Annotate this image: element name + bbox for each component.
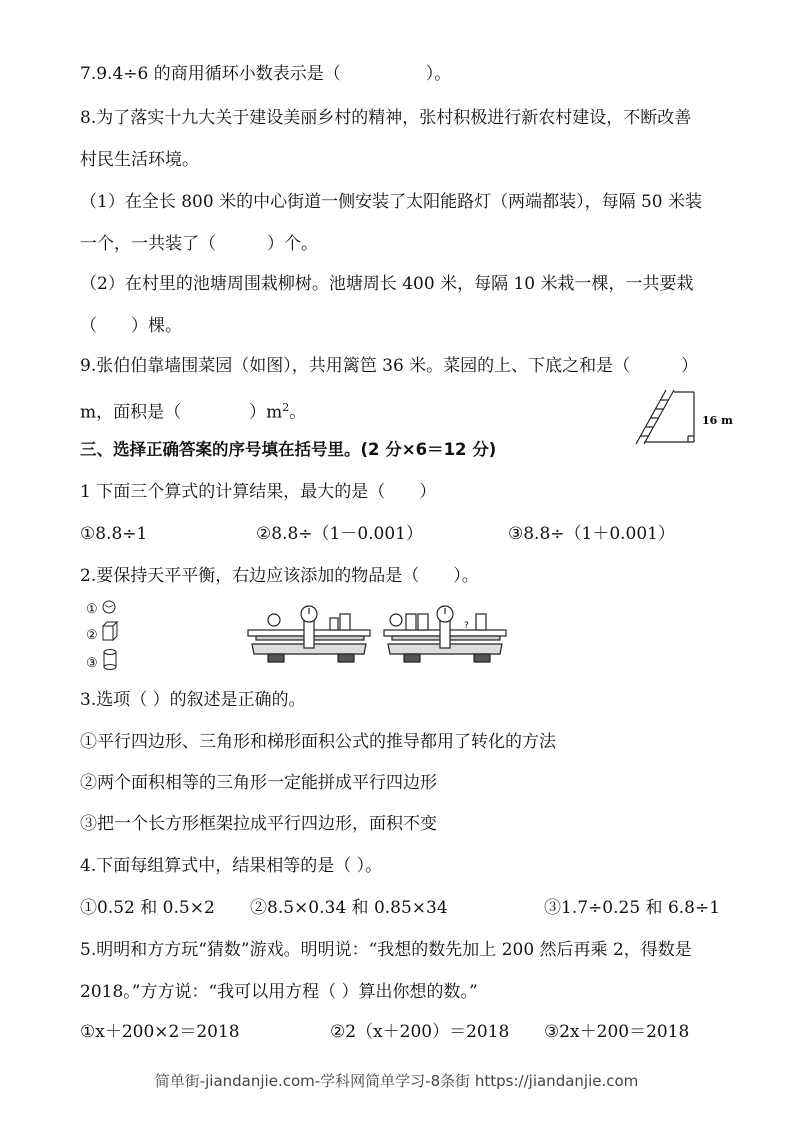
question-8-line-1: 8.为了落实十九大关于建设美丽乡村的精神，张村积极进行新农村建设，不断改善 [80, 108, 692, 128]
question-9-line-2 [80, 396, 306, 425]
s3-question-4: 4.下面每组算式中，结果相等的是（ ）。 [80, 856, 383, 876]
section-3-heading: 三、选择正确答案的序号填在括号里。(2 分×6＝12 分) [80, 440, 497, 459]
s3-question-5-line-2: 2018。”方方说：“我可以用方程（ ）算出你想的数。” [80, 982, 478, 1002]
page-footer: 简单街-jiandanjie.com-学科网简单学习-8条街 https://jiandanjie.com [154, 1072, 639, 1090]
s3-q1-option-1: ①8.8÷1 [80, 524, 148, 544]
s3-q5-option-2: ②2（x＋200）＝2018 [330, 1022, 510, 1042]
s3-q1-option-3: ③8.8÷（1＋0.001） [508, 524, 676, 544]
s3-q3-option-1: ①平行四边形、三角形和梯形面积公式的推导都用了转化的方法 [80, 732, 556, 752]
balance-scale-2-icon [382, 604, 512, 670]
s3-q4-option-2: ②8.5×0.34 和 0.85×34 [250, 898, 448, 918]
s3-question-3: 3.选项（ ）的叙述是正确的。 [80, 690, 306, 710]
trapezoid-garden-figure [632, 386, 742, 448]
question-8-line-2: 村民生活环境。 [80, 150, 199, 170]
question-9-end: 。 [289, 402, 307, 423]
s3-question-2: 2.要保持天平平衡，右边应该添加的物品是（ ）。 [80, 566, 479, 586]
square-superscript: 2 [282, 401, 290, 414]
height-label: 16 m [702, 414, 733, 427]
s3-q4-option-1: ①0.52 和 0.5×2 [80, 898, 215, 918]
question-8-part-1-line-1: （1）在全长 800 米的中心街道一侧安装了太阳能路灯（两端都装），每隔 50 米装 [80, 192, 703, 212]
s3-q3-option-2: ②两个面积相等的三角形一定能拼成平行四边形 [80, 773, 437, 793]
s3-q2-option-1: ① [86, 602, 98, 617]
balance-scale-1-icon [246, 604, 376, 670]
s3-q2-option-3: ③ [86, 656, 98, 671]
cube-icon [102, 621, 118, 641]
cylinder-icon [102, 648, 118, 670]
question-8-part-1-line-2: 一个，一共装了（ ）个。 [80, 234, 318, 254]
s3-q5-option-1: ①x＋200×2＝2018 [80, 1022, 240, 1042]
question-7: 7.9.4÷6 的商用循环小数表示是（ ）。 [80, 64, 452, 84]
question-8-part-2-line-1: （2）在村里的池塘周围栽柳树。池塘周长 400 米，每隔 10 米栽一棵，一共要栽 [80, 274, 694, 294]
question-8-part-2-line-2: （ ）棵。 [80, 316, 182, 336]
s3-q2-option-2: ② [86, 628, 98, 643]
question-9-line-1: 9.张伯伯靠墙围菜园（如图），共用篱笆 36 米。菜园的上、下底之和是（ ） [80, 356, 699, 376]
s3-q5-option-3: ③2x＋200＝2018 [544, 1022, 690, 1042]
s3-question-1: 1 下面三个算式的计算结果，最大的是（ ） [80, 482, 437, 502]
s3-question-5-line-1: 5.明明和方方玩“猜数”游戏。明明说：“我想的数先加上 200 然后再乘 2，得数是 [80, 940, 692, 960]
question-mark: ? [464, 621, 469, 631]
s3-q3-option-3: ③把一个长方形框架拉成平行四边形，面积不变 [80, 814, 437, 834]
ball-icon [102, 600, 116, 614]
question-9-area-text: m，面积是（ ）m [80, 402, 283, 423]
s3-q4-option-3: ③1.7÷0.25 和 6.8÷1 [544, 898, 721, 918]
s3-q1-option-2: ②8.8÷（1－0.001） [256, 524, 424, 544]
